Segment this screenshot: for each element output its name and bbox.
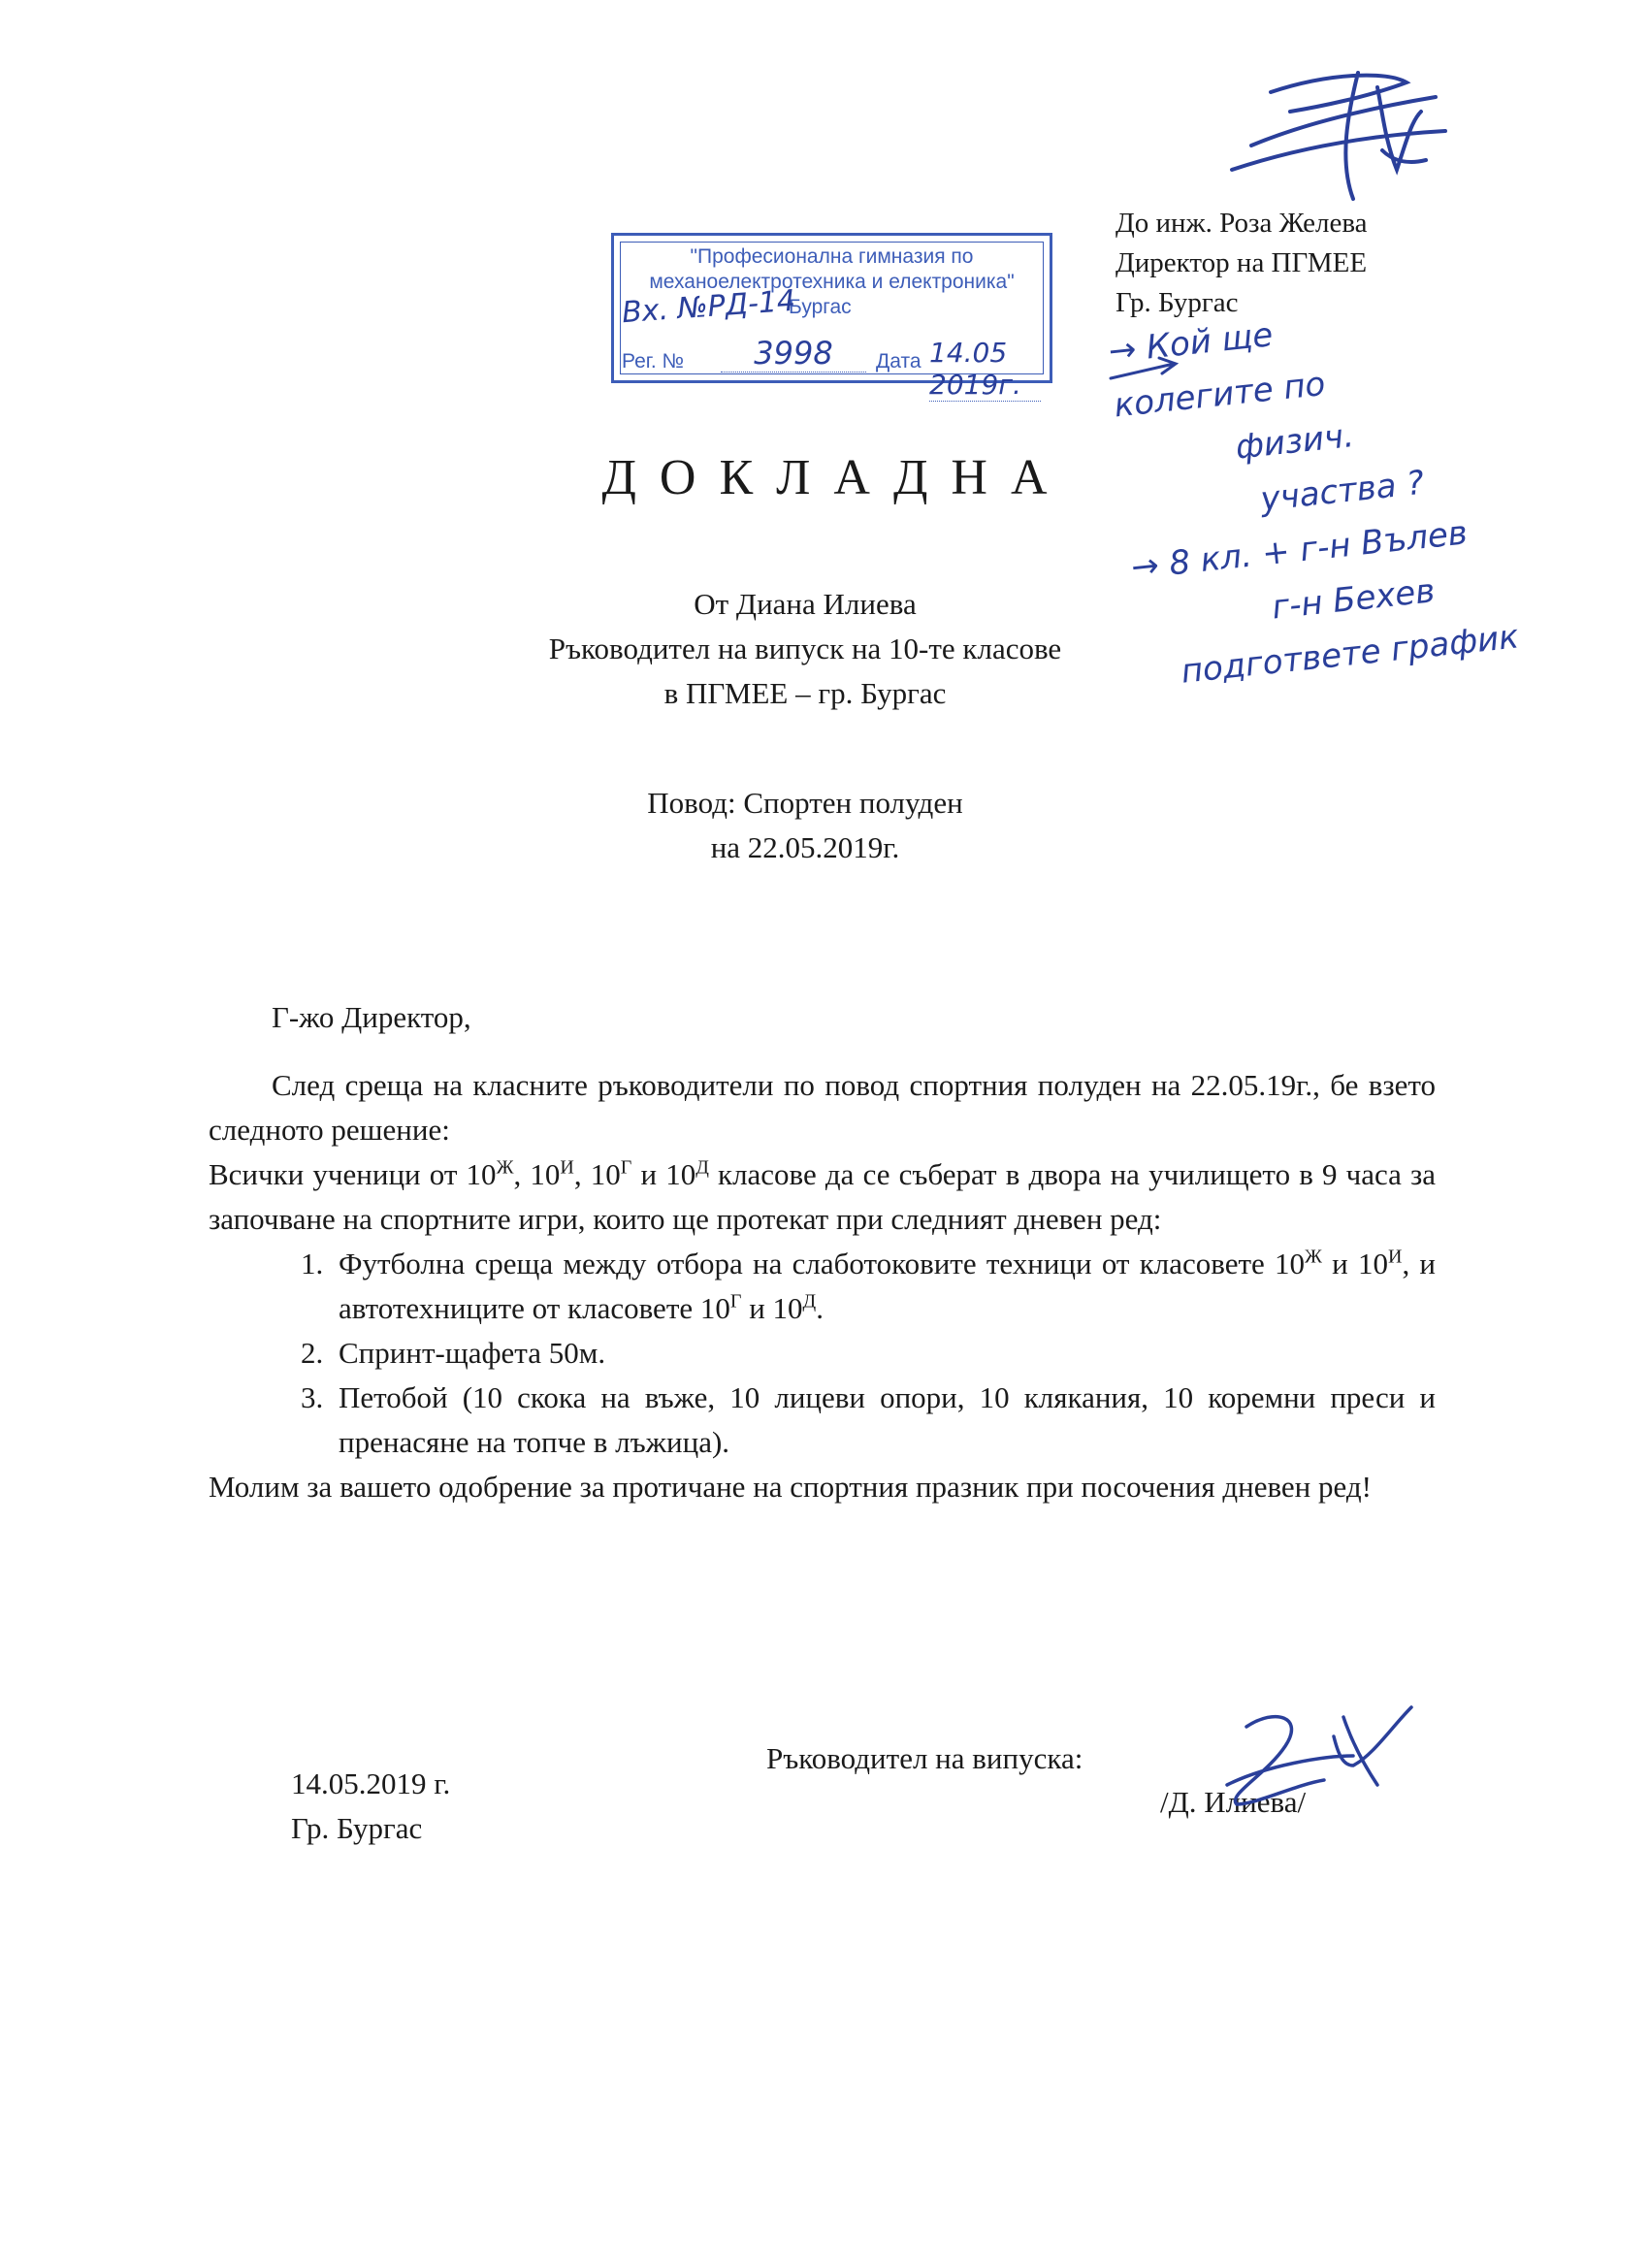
stamp-reg-label: Рег. № xyxy=(622,350,685,373)
director-signature xyxy=(1212,53,1465,218)
agenda-item: 1. Футболна среща между отбора на слаботоковите техници от класовете $10^Ж$ и $10^И$, и автотехниците от класовете $10^Г$ и $10^Д$. xyxy=(331,1242,1436,1331)
sender-school: в ПГМЕЕ – гр. Бургас xyxy=(663,676,947,710)
document-body xyxy=(209,995,1436,1509)
resolution-line: → 8 кл. + г-н Вълев xyxy=(1129,513,1470,588)
reason-line: Повод: Спортен полуден xyxy=(647,786,963,820)
document-title: ДОКЛАДНА xyxy=(601,450,1071,505)
resolution-line: г-н Бехев xyxy=(1270,571,1438,628)
stamp-date-label: Дата xyxy=(876,350,922,373)
stamp-date-value: 14.05 2019г. xyxy=(929,337,1041,402)
sender-block xyxy=(0,582,1610,716)
stamp-school-line1: "Професионална гимназия по xyxy=(690,245,974,268)
stamp-city: Бургас xyxy=(789,296,852,318)
agenda-item: 2. Спринт-щафета 50м. xyxy=(331,1331,1436,1376)
paragraph-decision: След среща на класните ръководители по повод спортния полуден на 22.05.19г., бе взето следното решение: xyxy=(209,1068,1436,1147)
date-place-block xyxy=(291,1762,450,1851)
agenda-item: 3. Петобой (10 скока на въже, 10 лицеви опори, 10 клякания, 10 коремни преси и пренасяне на топче в лъжица). xyxy=(331,1376,1436,1465)
closing-paragraph: Молим за вашето одобрение за протичане на спортния празник при посочения дневен ред! xyxy=(209,1470,1372,1504)
stamp-incoming-number: Вх. №РД-14 xyxy=(620,283,797,331)
signer-name: /Д. Илиева/ xyxy=(1160,1785,1307,1819)
document-date: 14.05.2019 г. xyxy=(291,1766,451,1800)
addressee-city: Гр. Бургас xyxy=(1116,287,1239,318)
signer-title: Ръководител на випуска: xyxy=(766,1741,1083,1775)
addressee-name: До инж. Роза Желева xyxy=(1116,208,1368,239)
sender-position: Ръководител на випуск на 10-те класове xyxy=(548,632,1062,665)
agenda-list xyxy=(209,1242,1436,1465)
addressee-position: Директор на ПГМЕЕ xyxy=(1116,247,1368,278)
resolution-line: физич. xyxy=(1233,416,1356,468)
resolution-line: → Кой ще xyxy=(1106,315,1276,372)
sender-name: От Диана Илиева xyxy=(694,587,917,621)
resolution-line: подгответе график xyxy=(1179,617,1521,692)
paragraph-gathering: Всички ученици от $10^Ж$, $10^И$, $10^Г$ и $10^Д$ класове да се съберат в двора на училището в 9 часа за започване на спортните игри, които ще протекат при следният дневен ред: xyxy=(209,1156,1437,1236)
resolution-line: колегите по xyxy=(1112,364,1328,426)
document-city: Гр. Бургас xyxy=(291,1811,423,1845)
resolution-arrow-icon xyxy=(1106,354,1183,393)
registration-stamp xyxy=(611,233,1052,401)
sender-signature xyxy=(1208,1688,1431,1814)
reason-block xyxy=(0,781,1610,870)
resolution-line: участва ? xyxy=(1258,463,1427,520)
stamp-reg-number: 3998 xyxy=(721,335,866,373)
greeting: Г-жо Директор, xyxy=(272,1000,471,1034)
reason-date: на 22.05.2019г. xyxy=(710,830,900,864)
stamp-school-line2: механоелектротехника и електроника" xyxy=(649,271,1015,293)
